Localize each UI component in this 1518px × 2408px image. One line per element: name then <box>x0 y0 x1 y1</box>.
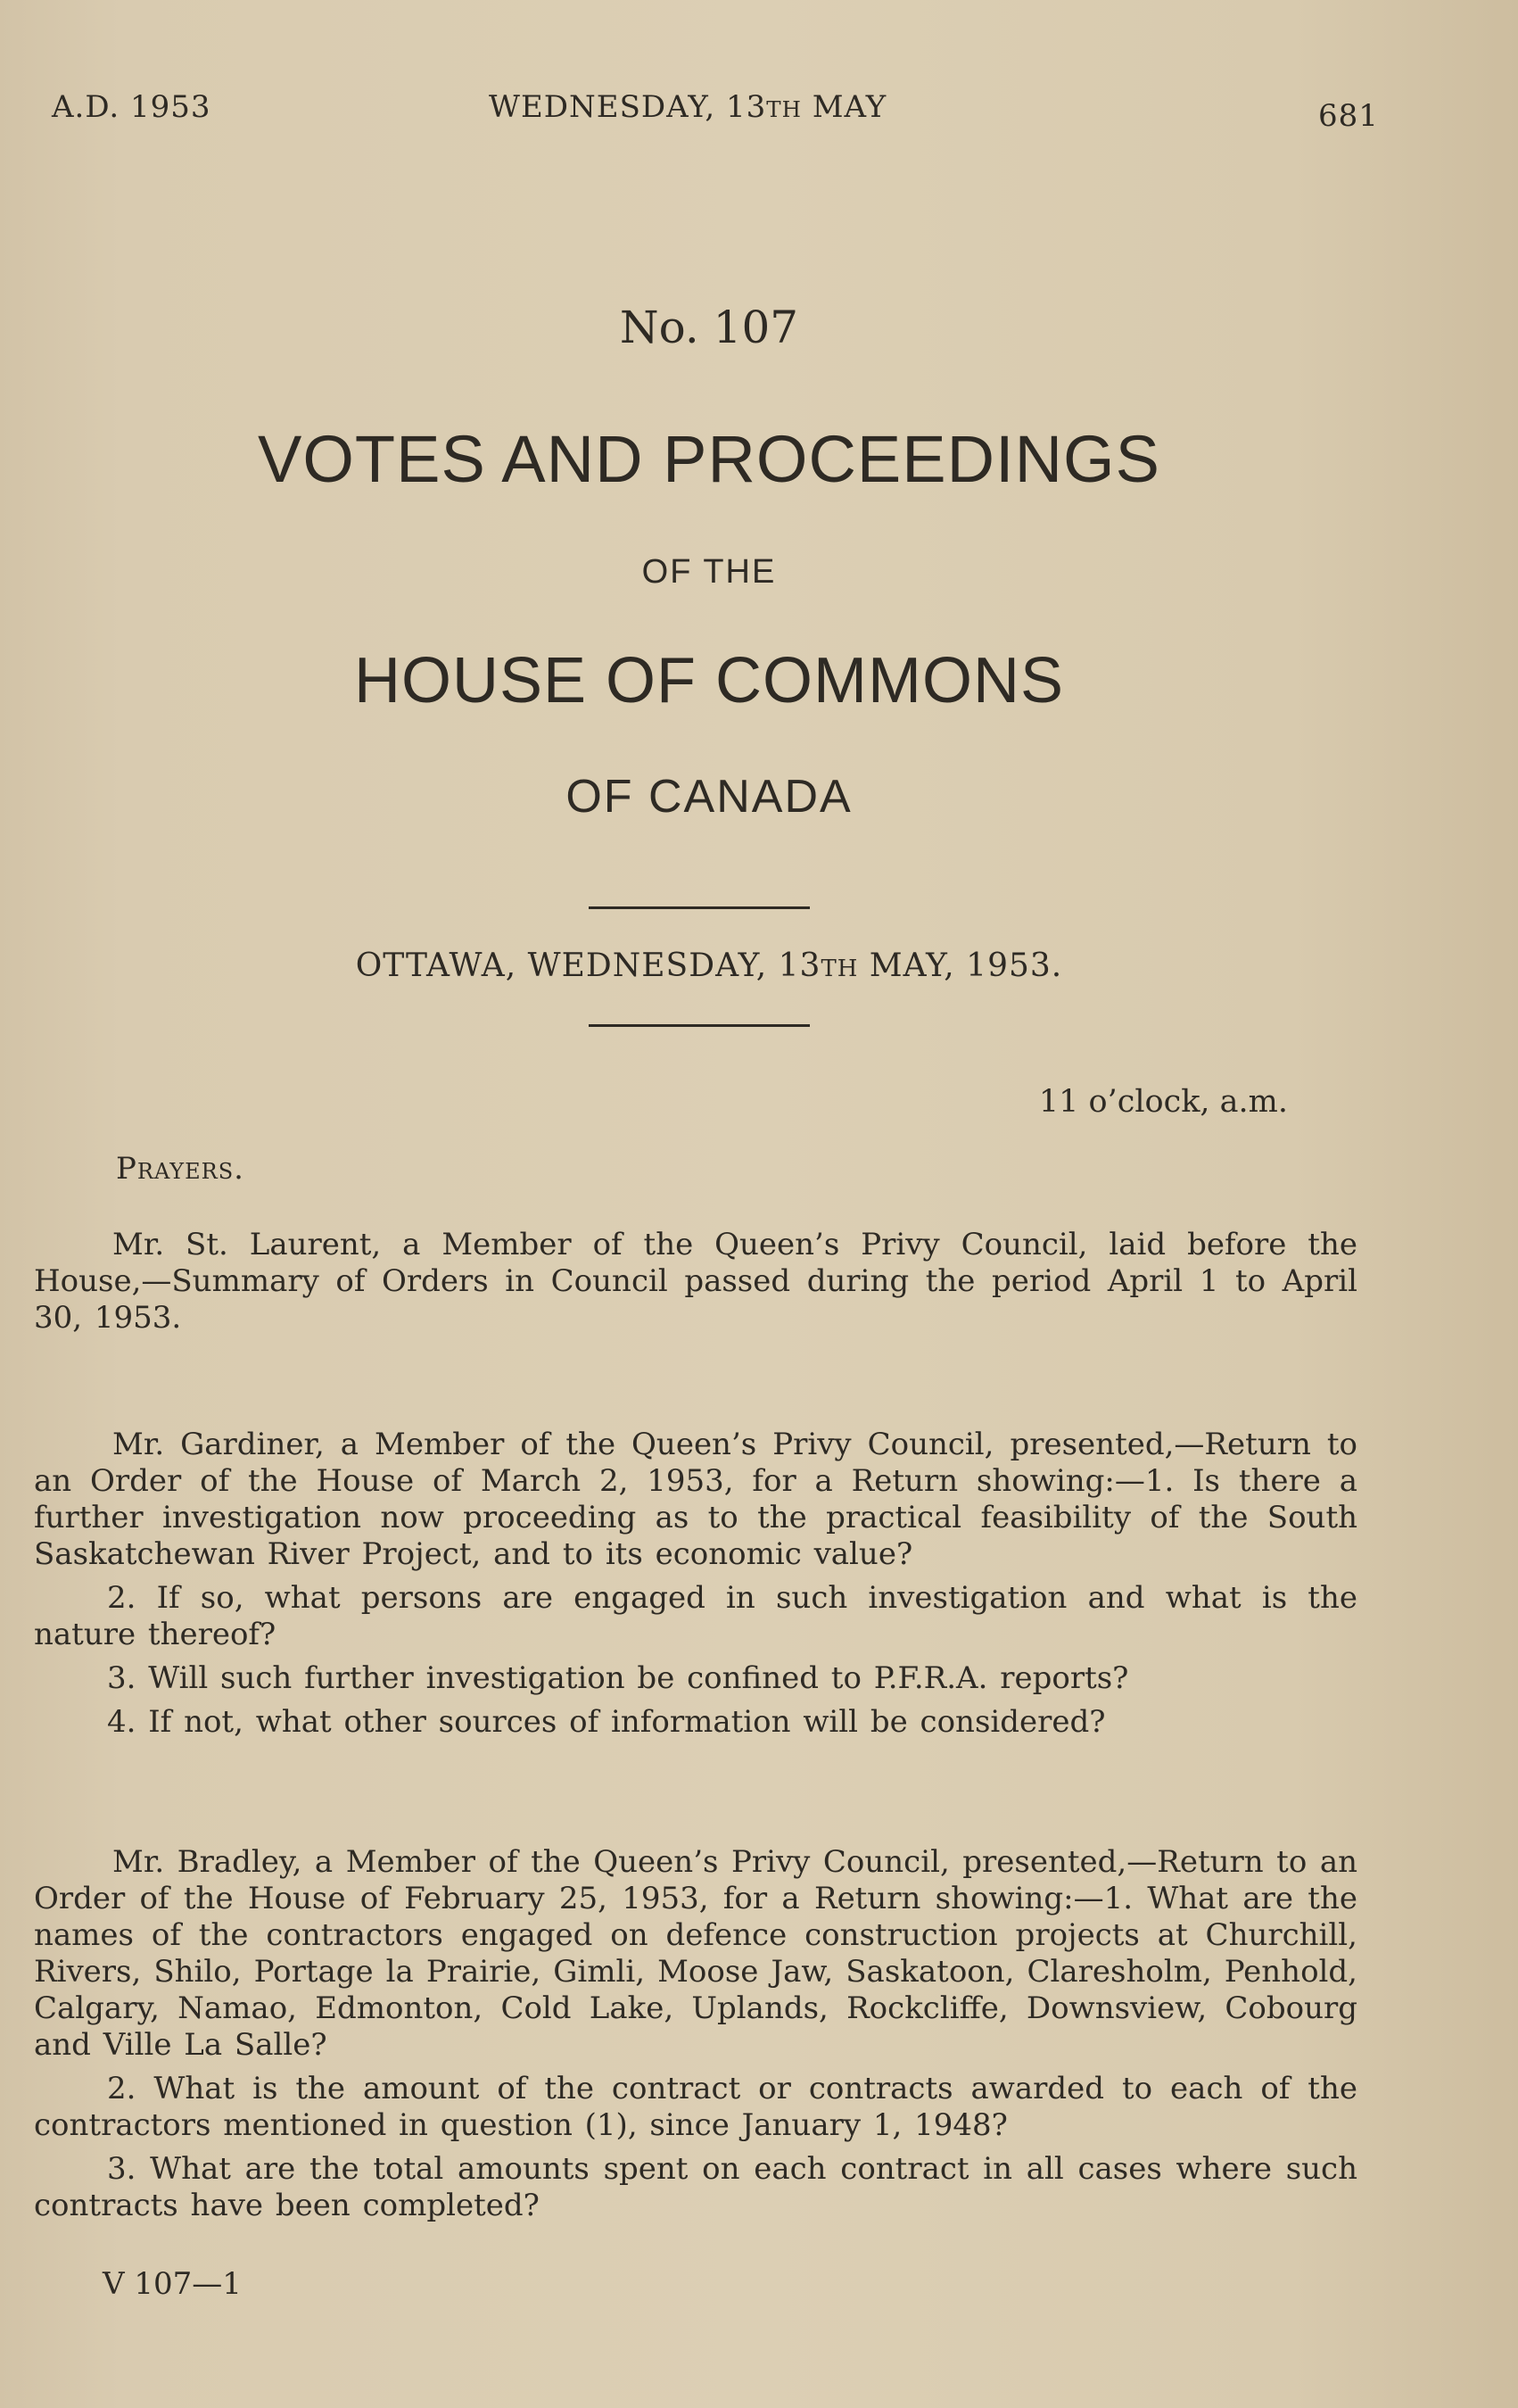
bradley-question-3: 3. What are the total amounts spent on each contract in all cases where such contracts have been completed? <box>34 2151 1357 2223</box>
paragraph-st-laurent <box>34 1227 1357 1336</box>
dateline-main: OTTAWA, WEDNESDAY, 13 <box>355 947 821 984</box>
paragraph-gardiner <box>34 1427 1357 1741</box>
signature-mark: V 107—1 <box>103 2266 242 2302</box>
issue-number: No. 107 <box>619 302 799 353</box>
dateline-month-year: MAY, 1953. <box>858 947 1063 984</box>
header-year: A.D. 1953 <box>52 89 211 125</box>
header-date-main: WEDNESDAY, 13 <box>489 89 767 125</box>
bradley-question-2: 2. What is the amount of the contract or contracts awarded to each of the contractors mentioned in question (1), since January 1, 1948? <box>34 2071 1357 2143</box>
gardiner-question-3: 3. Will such further investigation be confined to P.F.R.A. reports? <box>107 1660 1129 1696</box>
dateline-suffix: TH <box>821 956 859 982</box>
prayers-text: Prayers. <box>116 1151 244 1187</box>
gardiner-question-4: 4. If not, what other sources of information will be considered? <box>107 1704 1106 1740</box>
title-house-of-commons: HOUSE OF COMMONS <box>353 645 1064 716</box>
divider-top <box>589 906 810 909</box>
header-date <box>489 89 887 125</box>
title-votes-and-proceedings: VOTES AND PROCEEDINGS <box>258 422 1160 496</box>
st-laurent-text: Mr. St. Laurent, a Member of the Queen’s Privy Council, laid before the House,—Summary of Orders in Council passed during the period April 1 to April 30, 1953. <box>34 1227 1357 1336</box>
paragraph-bradley <box>34 1844 1357 2224</box>
divider-bottom <box>589 1024 810 1027</box>
header-date-suffix: TH <box>766 96 802 122</box>
gardiner-question-2: 2. If so, what persons are engaged in such investigation and what is the nature thereof? <box>34 1580 1357 1652</box>
prayers-heading <box>116 1151 244 1187</box>
bradley-intro: Mr. Bradley, a Member of the Queen’s Privy Council, presented,—Return to an Order of the House of February 25, 1953, for a Return showing:—1. What are the names of the contractors engaged on defence construction projects at Churchill, Rivers, Shilo, Portage la Prairie, Gimli, Moose Jaw, Saskatoon, Claresholm, Penhold, Calgary, Namao, Edmonton, Cold Lake, Uplands, Rockcliffe, Downsview, Cobourg and Ville La Salle? <box>34 1844 1357 2063</box>
sitting-time: 11 o’clock, a.m. <box>1038 1084 1288 1120</box>
header-date-month: MAY <box>801 89 887 125</box>
title-of-canada: OF CANADA <box>565 771 853 823</box>
title-of-the: OF THE <box>641 553 777 591</box>
gardiner-intro: Mr. Gardiner, a Member of the Queen’s Privy Council, presented,—Return to an Order of the House of March 2, 1953, for a Return showing:—1. Is there a further investigation now proceeding as to the practical feasibility of the South Saskatchewan River Project, and to its economic value? <box>34 1427 1357 1572</box>
dateline <box>0 947 1418 984</box>
page-number: 681 <box>1318 98 1379 134</box>
